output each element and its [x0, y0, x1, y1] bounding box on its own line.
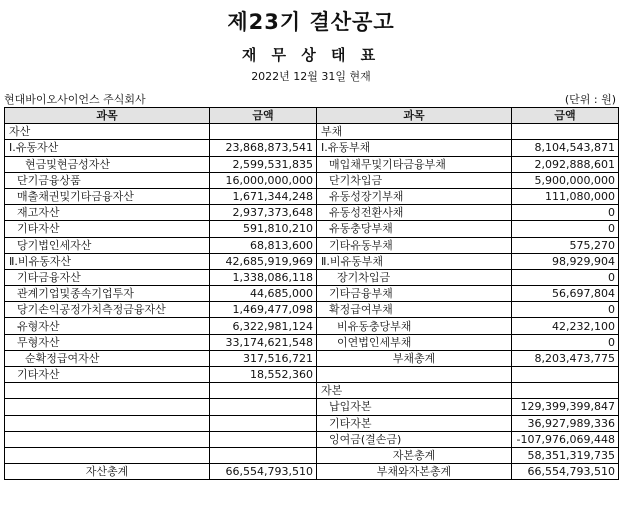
table-row: [5, 172, 619, 188]
table-row: [5, 140, 619, 156]
asset-amount: 66,554,793,510: [210, 464, 317, 480]
table-row: [5, 415, 619, 431]
liability-equity-amount: [512, 124, 619, 140]
liability-equity-amount: 0: [512, 221, 619, 237]
asset-amount: 1,671,344,248: [210, 188, 317, 204]
asset-amount: 591,810,210: [210, 221, 317, 237]
asset-item: [5, 447, 210, 463]
asset-amount: 317,516,721: [210, 350, 317, 366]
liability-equity-amount: 0: [512, 205, 619, 221]
table-row: [5, 350, 619, 366]
table-row: [5, 253, 619, 269]
liability-equity-item: 기타자본: [317, 415, 512, 431]
liability-equity-item: 기타유동부채: [317, 237, 512, 253]
asset-item: 당기법인세자산: [5, 237, 210, 253]
statement-title: 재 무 상 태 표: [241, 46, 381, 64]
asset-amount: [210, 383, 317, 399]
liability-equity-item: 장기차입금: [317, 269, 512, 285]
liability-equity-amount: 56,697,804: [512, 286, 619, 302]
table-row: [5, 399, 619, 415]
asset-amount: [210, 415, 317, 431]
table-row: [5, 188, 619, 204]
table-header-row: [5, 108, 619, 124]
liability-equity-item: 부채: [317, 124, 512, 140]
asset-item: [5, 415, 210, 431]
liability-equity-amount: 575,270: [512, 237, 619, 253]
liability-equity-item: Ⅱ.비유동부채: [317, 253, 512, 269]
asset-item: 매출채권및기타금융자산: [5, 188, 210, 204]
table-row: [5, 286, 619, 302]
asset-amount: 33,174,621,548: [210, 334, 317, 350]
asset-item: 관계기업및종속기업투자: [5, 286, 210, 302]
liability-equity-item: 납입자본: [317, 399, 512, 415]
liability-equity-amount: 36,927,989,336: [512, 415, 619, 431]
table-row: [5, 124, 619, 140]
document-title: 제23기 결산공고: [227, 10, 395, 34]
column-header-item-2: 과목: [317, 108, 512, 124]
liability-equity-item: 부채와자본총계: [317, 464, 512, 480]
liability-equity-amount: 42,232,100: [512, 318, 619, 334]
table-row: [5, 447, 619, 463]
asset-item: [5, 431, 210, 447]
liability-equity-amount: [512, 367, 619, 383]
liability-equity-item: 부채총계: [317, 350, 512, 366]
asset-amount: 18,552,360: [210, 367, 317, 383]
liability-equity-item: 비유동충당부채: [317, 318, 512, 334]
asset-item: 자산: [5, 124, 210, 140]
liability-equity-item: 자본총계: [317, 447, 512, 463]
asset-item: 유형자산: [5, 318, 210, 334]
table-row: [5, 464, 619, 480]
table-row: [5, 302, 619, 318]
asset-amount: 6,322,981,124: [210, 318, 317, 334]
asset-item: 당기손익공정가치측정금융자산: [5, 302, 210, 318]
liability-equity-amount: 111,080,000: [512, 188, 619, 204]
liability-equity-item: [317, 367, 512, 383]
liability-equity-amount: 58,351,319,735: [512, 447, 619, 463]
column-header-amount: 금액: [210, 108, 317, 124]
asset-item: Ⅱ.비유동자산: [5, 253, 210, 269]
asset-amount: [210, 124, 317, 140]
liability-equity-amount: 8,203,473,775: [512, 350, 619, 366]
asset-item: [5, 399, 210, 415]
liability-equity-item: Ⅰ.유동부채: [317, 140, 512, 156]
asset-amount: 1,469,477,098: [210, 302, 317, 318]
liability-equity-amount: 98,929,904: [512, 253, 619, 269]
asset-item: [5, 383, 210, 399]
company-name: 현대바이오사이언스 주식회사: [4, 93, 146, 106]
statement-date: 2022년 12월 31일 현재: [251, 70, 371, 83]
table-row: [5, 431, 619, 447]
liability-equity-amount: 0: [512, 269, 619, 285]
liability-equity-amount: 2,092,888,601: [512, 156, 619, 172]
asset-item: 무형자산: [5, 334, 210, 350]
liability-equity-amount: 66,554,793,510: [512, 464, 619, 480]
asset-amount: 2,599,531,835: [210, 156, 317, 172]
asset-item: 자산총계: [5, 464, 210, 480]
asset-item: Ⅰ.유동자산: [5, 140, 210, 156]
table-row: [5, 383, 619, 399]
unit-label: (단위 : 원): [564, 93, 616, 106]
liability-equity-item: 이연법인세부채: [317, 334, 512, 350]
asset-item: 기타자산: [5, 221, 210, 237]
liability-equity-item: 유동성전환사채: [317, 205, 512, 221]
table-row: [5, 334, 619, 350]
liability-equity-item: 확정급여부채: [317, 302, 512, 318]
asset-item: 순확정급여자산: [5, 350, 210, 366]
liability-equity-amount: -107,976,069,448: [512, 431, 619, 447]
asset-amount: 42,685,919,969: [210, 253, 317, 269]
liability-equity-item: 유동충당부채: [317, 221, 512, 237]
column-header-amount-2: 금액: [512, 108, 619, 124]
column-header-item: 과목: [5, 108, 210, 124]
liability-equity-amount: 8,104,543,871: [512, 140, 619, 156]
asset-item: 현금및현금성자산: [5, 156, 210, 172]
table-row: [5, 205, 619, 221]
balance-sheet-table: [4, 107, 619, 480]
liability-equity-item: 유동성장기부채: [317, 188, 512, 204]
table-row: [5, 237, 619, 253]
liability-equity-amount: [512, 383, 619, 399]
liability-equity-item: 잉여금(결손금): [317, 431, 512, 447]
liability-equity-amount: 0: [512, 302, 619, 318]
asset-item: 기타금융자산: [5, 269, 210, 285]
liability-equity-amount: 0: [512, 334, 619, 350]
asset-amount: 68,813,600: [210, 237, 317, 253]
asset-amount: [210, 431, 317, 447]
liability-equity-item: 매입채무및기타금융부채: [317, 156, 512, 172]
asset-item: 기타자산: [5, 367, 210, 383]
table-row: [5, 367, 619, 383]
liability-equity-item: 단기차입금: [317, 172, 512, 188]
asset-item: 재고자산: [5, 205, 210, 221]
asset-amount: 16,000,000,000: [210, 172, 317, 188]
asset-item: 단기금융상품: [5, 172, 210, 188]
asset-amount: [210, 447, 317, 463]
table-row: [5, 318, 619, 334]
liability-equity-item: 기타금융부채: [317, 286, 512, 302]
asset-amount: [210, 399, 317, 415]
asset-amount: 23,868,873,541: [210, 140, 317, 156]
table-row: [5, 221, 619, 237]
table-row: [5, 156, 619, 172]
liability-equity-item: 자본: [317, 383, 512, 399]
table-row: [5, 269, 619, 285]
liability-equity-amount: 129,399,399,847: [512, 399, 619, 415]
asset-amount: 2,937,373,648: [210, 205, 317, 221]
liability-equity-amount: 5,900,000,000: [512, 172, 619, 188]
asset-amount: 44,685,000: [210, 286, 317, 302]
asset-amount: 1,338,086,118: [210, 269, 317, 285]
